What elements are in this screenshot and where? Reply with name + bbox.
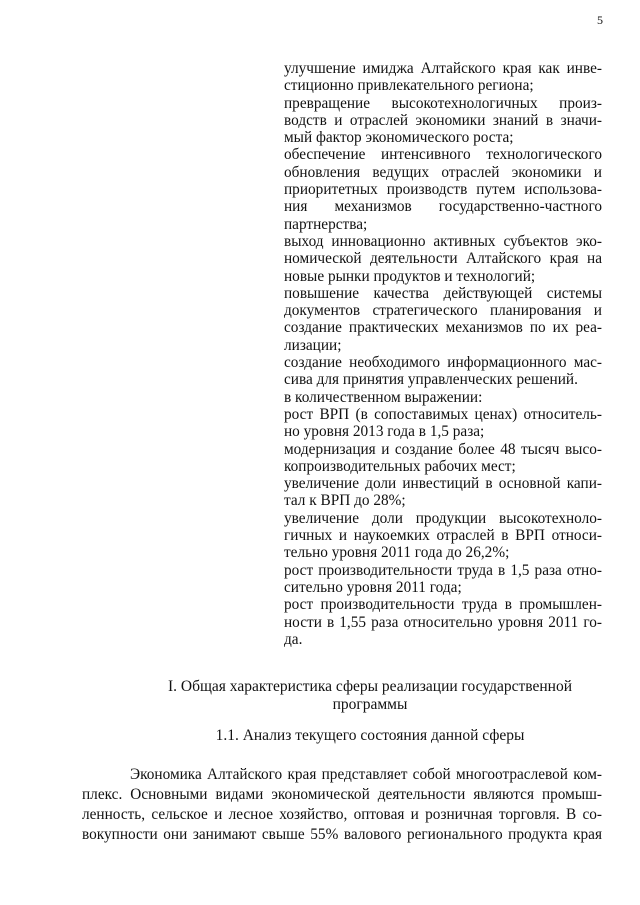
list-line: партнерства; — [284, 215, 368, 233]
list-line: стиционно привлекательного региона; — [284, 77, 534, 95]
goals-list — [284, 60, 602, 648]
list-line: тал к ВРП до 28%; — [284, 492, 406, 510]
section-heading-line-2: программы — [332, 696, 408, 713]
list-line: копроизводительных рабочих мест; — [284, 457, 516, 475]
list-line: превращение высокотехнологичных произ- — [284, 94, 602, 112]
list-line: ности в 1,55 раза относительно уровня 2011 го- — [284, 613, 602, 631]
list-line: рост производительности труда в промышлен- — [284, 596, 602, 614]
list-line: создание необходимого информационного мас- — [284, 354, 602, 372]
list-line: рост ВРП (в сопоставимых ценах) относитель- — [284, 405, 602, 423]
list-line: в количественном выражении: — [284, 388, 483, 406]
subsection-heading: 1.1. Анализ текущего состояния данной сферы — [215, 727, 525, 744]
list-line: документов стратегического планирования и — [284, 302, 602, 320]
list-line: новые рынки продуктов и технологий; — [284, 267, 536, 285]
page-number: 5 — [597, 13, 603, 27]
list-line: да. — [284, 630, 303, 648]
list-line: обеспечение интенсивного технологического — [284, 146, 602, 164]
section-heading — [110, 678, 630, 714]
paragraph-line: ленность, сельское и лесное хозяйство, оптовая и розничная торговля. В со- — [82, 806, 602, 823]
list-line: выход инновационно активных субъектов эко- — [284, 232, 602, 250]
body-paragraph — [82, 765, 602, 845]
list-line: сива для принятия управленческих решений. — [284, 371, 578, 389]
list-line: сительно уровня 2011 года; — [284, 578, 462, 596]
list-line: водств и отраслей экономики знаний в значи- — [284, 111, 602, 129]
list-line: модернизация и создание более 48 тысяч высо- — [284, 440, 602, 458]
list-line: но уровня 2013 года в 1,5 раза; — [284, 423, 485, 441]
list-line: лизации; — [284, 336, 342, 354]
list-line: улучшение имиджа Алтайского края как инве- — [284, 60, 602, 77]
paragraph-line: Экономика Алтайского края представляет собой многоотраслевой ком- — [130, 766, 602, 783]
section-heading-line-1: I. Общая характеристика сферы реализации государственной — [167, 678, 572, 695]
list-line: номической деятельности Алтайского края на — [284, 250, 602, 268]
list-line: тельно уровня 2011 года до 26,2%; — [284, 544, 510, 562]
paragraph-line: плекс. Основными видами экономической деятельности являются промыш- — [82, 786, 602, 803]
list-line: мый фактор экономического роста; — [284, 129, 514, 147]
list-line: создание практических механизмов по их реа- — [284, 319, 602, 337]
list-line: ния механизмов государственно-частного — [284, 198, 602, 216]
paragraph-line: вокупности они занимают свыше 55% валового регионального продукта края — [82, 826, 602, 843]
list-line: рост производительности труда в 1,5 раза отно- — [284, 561, 602, 579]
list-line: обновления ведущих отраслей экономики и — [284, 163, 602, 181]
list-line: повышение качества действующей системы — [284, 284, 602, 302]
list-line: приоритетных производств путем использова- — [284, 181, 602, 199]
list-line: увеличение доли продукции высокотехноло- — [284, 509, 602, 527]
list-line: увеличение доли инвестиций в основной капи- — [284, 475, 602, 493]
list-line: гичных и наукоемких отраслей в ВРП относи- — [284, 527, 602, 545]
